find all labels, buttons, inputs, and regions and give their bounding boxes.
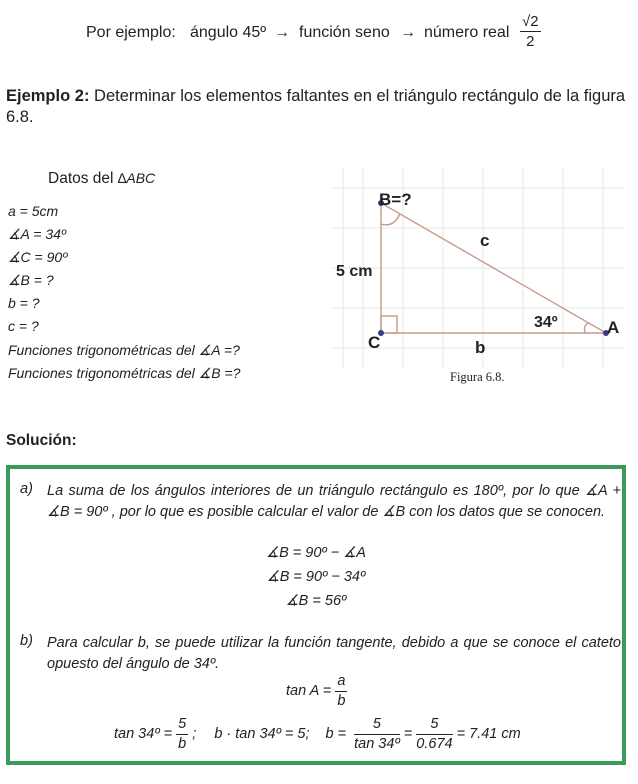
part-b-label: b) xyxy=(20,633,33,649)
ejemplo-2-heading xyxy=(6,86,634,128)
label-angle-a: 34º xyxy=(534,314,558,331)
example-prefix: Por ejemplo: xyxy=(86,24,176,41)
tangent-definition xyxy=(286,674,347,708)
equation-b-1: ∡B = 90º − ∡A xyxy=(266,545,366,561)
dato-a: a = 5cm xyxy=(8,203,59,219)
dato-c: c = ? xyxy=(8,318,39,334)
example-function: función seno xyxy=(299,24,390,41)
part-a-text: La suma de los ángulos interiores de un triángulo rectángulo es 180º, por lo que ∡A + ∡B = 90º , por lo que es posible calcular el valor de ∡B con los datos que se conocen. xyxy=(47,483,621,520)
e1-lhs: tan 34º = xyxy=(114,726,173,742)
e3-eq: = xyxy=(403,726,413,742)
e2: b · tan 34º = 5; xyxy=(214,726,310,742)
right-angle-mark xyxy=(381,316,397,333)
e3-den: tan 34º xyxy=(354,735,400,752)
tan-num: a xyxy=(335,674,347,692)
datos-title-prefix: Datos del xyxy=(48,170,114,187)
label-b: B=? xyxy=(379,190,412,209)
e3-num: 5 xyxy=(354,717,400,735)
equation-b-3: ∡B = 56º xyxy=(285,593,347,609)
dato-funciones-b: Funciones trigonométricas del ∡B =? xyxy=(8,365,241,381)
dato-angle-b: ∡B = ? xyxy=(8,272,54,288)
e1-fraction xyxy=(176,717,188,751)
sqrt2-over-2 xyxy=(520,14,541,49)
label-c-side: c xyxy=(480,231,490,250)
triangle-figure xyxy=(333,168,623,393)
dato-angle-a: ∡A = 34º xyxy=(8,226,67,242)
label-side-a: 5 cm xyxy=(336,263,373,280)
e1-sep: ; xyxy=(192,726,197,742)
tan-fraction xyxy=(335,674,347,708)
equation-b-2: ∡B = 90º − 34º xyxy=(266,569,366,585)
e3-fraction-2 xyxy=(416,717,452,751)
figure-caption: Figura 6.8. xyxy=(450,370,505,384)
angle-b-arc xyxy=(381,214,400,225)
frac-numerator: √2 xyxy=(522,13,539,30)
frac-denominator: 2 xyxy=(526,33,535,50)
e3-lhs: b = xyxy=(325,726,347,742)
label-c: C xyxy=(368,333,381,352)
angle-a-arc xyxy=(585,323,590,333)
triangle-abc-label: ∆ABC xyxy=(117,170,156,186)
example-angle: ángulo 45º xyxy=(190,24,267,41)
example-line xyxy=(0,14,638,56)
e3-fraction xyxy=(354,717,400,751)
label-a: A xyxy=(607,318,620,337)
dato-b: b = ? xyxy=(8,295,40,311)
solucion-title: Solución: xyxy=(6,432,77,449)
solution-box xyxy=(6,465,626,765)
tan-den: b xyxy=(337,692,346,709)
datos-title xyxy=(48,170,155,188)
example-real: número real xyxy=(424,24,510,41)
e3-result: = 7.41 cm xyxy=(456,726,521,742)
label-b-side: b xyxy=(475,338,486,357)
arrow-icon: → xyxy=(274,24,290,41)
e3-num-2: 5 xyxy=(416,717,452,735)
tan-lhs: tan A = xyxy=(286,683,332,699)
ejemplo-2-label: Ejemplo 2: xyxy=(6,87,90,105)
dato-funciones-a: Funciones trigonométricas del ∡A =? xyxy=(8,342,240,358)
e1-num: 5 xyxy=(176,717,188,735)
e3-den-2: 0.674 xyxy=(416,735,453,752)
ejemplo-2-text: Determinar los elementos faltantes en el triángulo rectángulo de la figura 6.8. xyxy=(6,87,626,126)
arrow-icon: → xyxy=(400,24,416,41)
e1-den: b xyxy=(178,735,187,752)
dato-angle-c: ∡C = 90º xyxy=(8,249,68,265)
tangent-equations xyxy=(114,717,521,751)
part-a-label: a) xyxy=(20,481,33,497)
part-b-text: Para calcular b, se puede utilizar la función tangente, debido a que se conoce el cateto opuesto del ángulo de 34º. xyxy=(47,635,621,672)
